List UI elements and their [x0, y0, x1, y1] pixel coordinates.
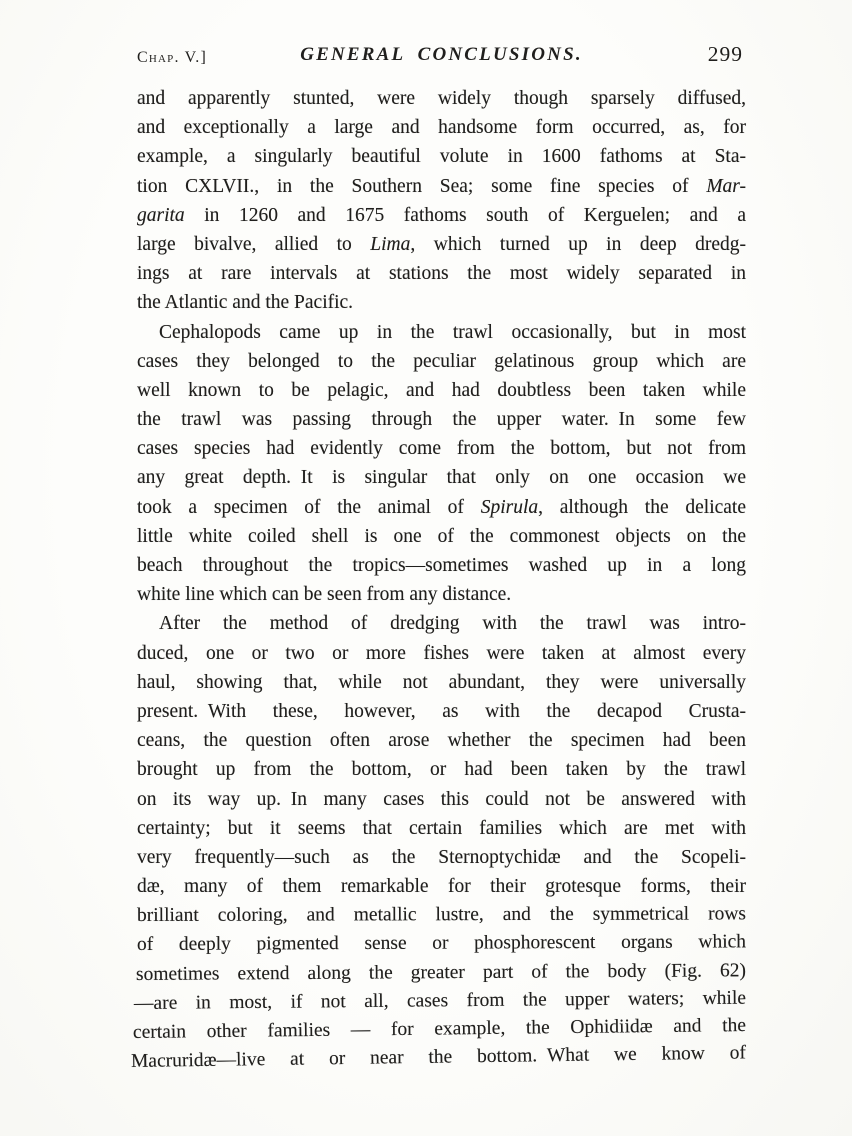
text-line: example, a singularly beautiful volute in 1600 fathoms at Sta-	[137, 146, 746, 168]
running-title: GENERAL CONCLUSIONS.	[300, 44, 583, 65]
page-text	[130, 84, 747, 1076]
text-line: Cephalopods came up in the trawl occasionally, but in most	[159, 321, 746, 343]
text-line: white line which can be seen from any distance.	[137, 584, 512, 606]
text-line: cases species had evidently come from the bottom, but not from	[137, 438, 746, 460]
page-number: 299	[707, 42, 743, 66]
text-line: very frequently—such as the Sternoptychidæ and the Scopeli-	[137, 846, 746, 868]
text-line: ings at rare intervals at stations the most widely separated in	[137, 263, 746, 285]
text-line: certain other families — for example, the Ophidiidæ and the	[132, 1015, 747, 1043]
text-line: —are in most, if not all, cases from the upper waters; while	[133, 987, 747, 1014]
text-line: large bivalve, allied to Lima, which turned up in deep dredg-	[137, 233, 747, 255]
text-line: on its way up. In many cases this could not be answered with	[137, 788, 746, 810]
text-line: little white coiled shell is one of the commonest objects on the	[137, 525, 746, 547]
text-line: tion CXLVII., in the Southern Sea; some fine species of Mar-	[137, 175, 746, 197]
text-line: of deeply pigmented sense or phosphorescent organs which	[136, 931, 747, 956]
running-head	[137, 42, 746, 68]
text-line: the Atlantic and the Pacific.	[137, 292, 354, 314]
text-line: present. With these, however, as with the decapod Crusta-	[137, 700, 746, 722]
text-line: sometimes extend along the greater part of the body (Fig. 62)	[135, 959, 747, 985]
text-line: and exceptionally a large and handsome form occurred, as, for	[137, 117, 746, 139]
text-line: cases they belonged to the peculiar gelatinous group which are	[137, 350, 746, 372]
text-line: Macruridæ—live at or near the bottom. What we know of	[130, 1042, 747, 1073]
text-line: took a specimen of the animal of Spirula, although the delicate	[137, 496, 746, 518]
text-line: dæ, many of them remarkable for their grotesque forms, their	[137, 876, 746, 898]
text-line: garita in 1260 and 1675 fathoms south of Kerguelen; and a	[137, 204, 746, 226]
text-line: any great depth. It is singular that only on one occasion we	[137, 467, 746, 489]
text-line: beach throughout the tropics—sometimes washed up in a long	[137, 555, 746, 576]
text-line: certainty; but it seems that certain families which are met with	[137, 817, 746, 839]
text-line: brought up from the bottom, or had been taken by the trawl	[137, 759, 746, 781]
text-line: After the method of dredging with the trawl was intro-	[159, 613, 746, 635]
text-line: well known to be pelagic, and had doubtless been taken while	[137, 379, 746, 401]
text-line: the trawl was passing through the upper water. In some few	[137, 409, 746, 431]
text-line: brilliant coloring, and metallic lustre, and the symmetrical rows	[136, 903, 747, 927]
text-line: duced, one or two or more fishes were taken at almost every	[137, 642, 746, 664]
chapter-label: Chap. V.]	[137, 49, 208, 66]
text-line: ceans, the question often arose whether the specimen had been	[137, 730, 746, 752]
text-line: and apparently stunted, were widely though sparsely diffused,	[137, 88, 746, 109]
text-line: haul, showing that, while not abundant, they were universally	[137, 671, 746, 693]
